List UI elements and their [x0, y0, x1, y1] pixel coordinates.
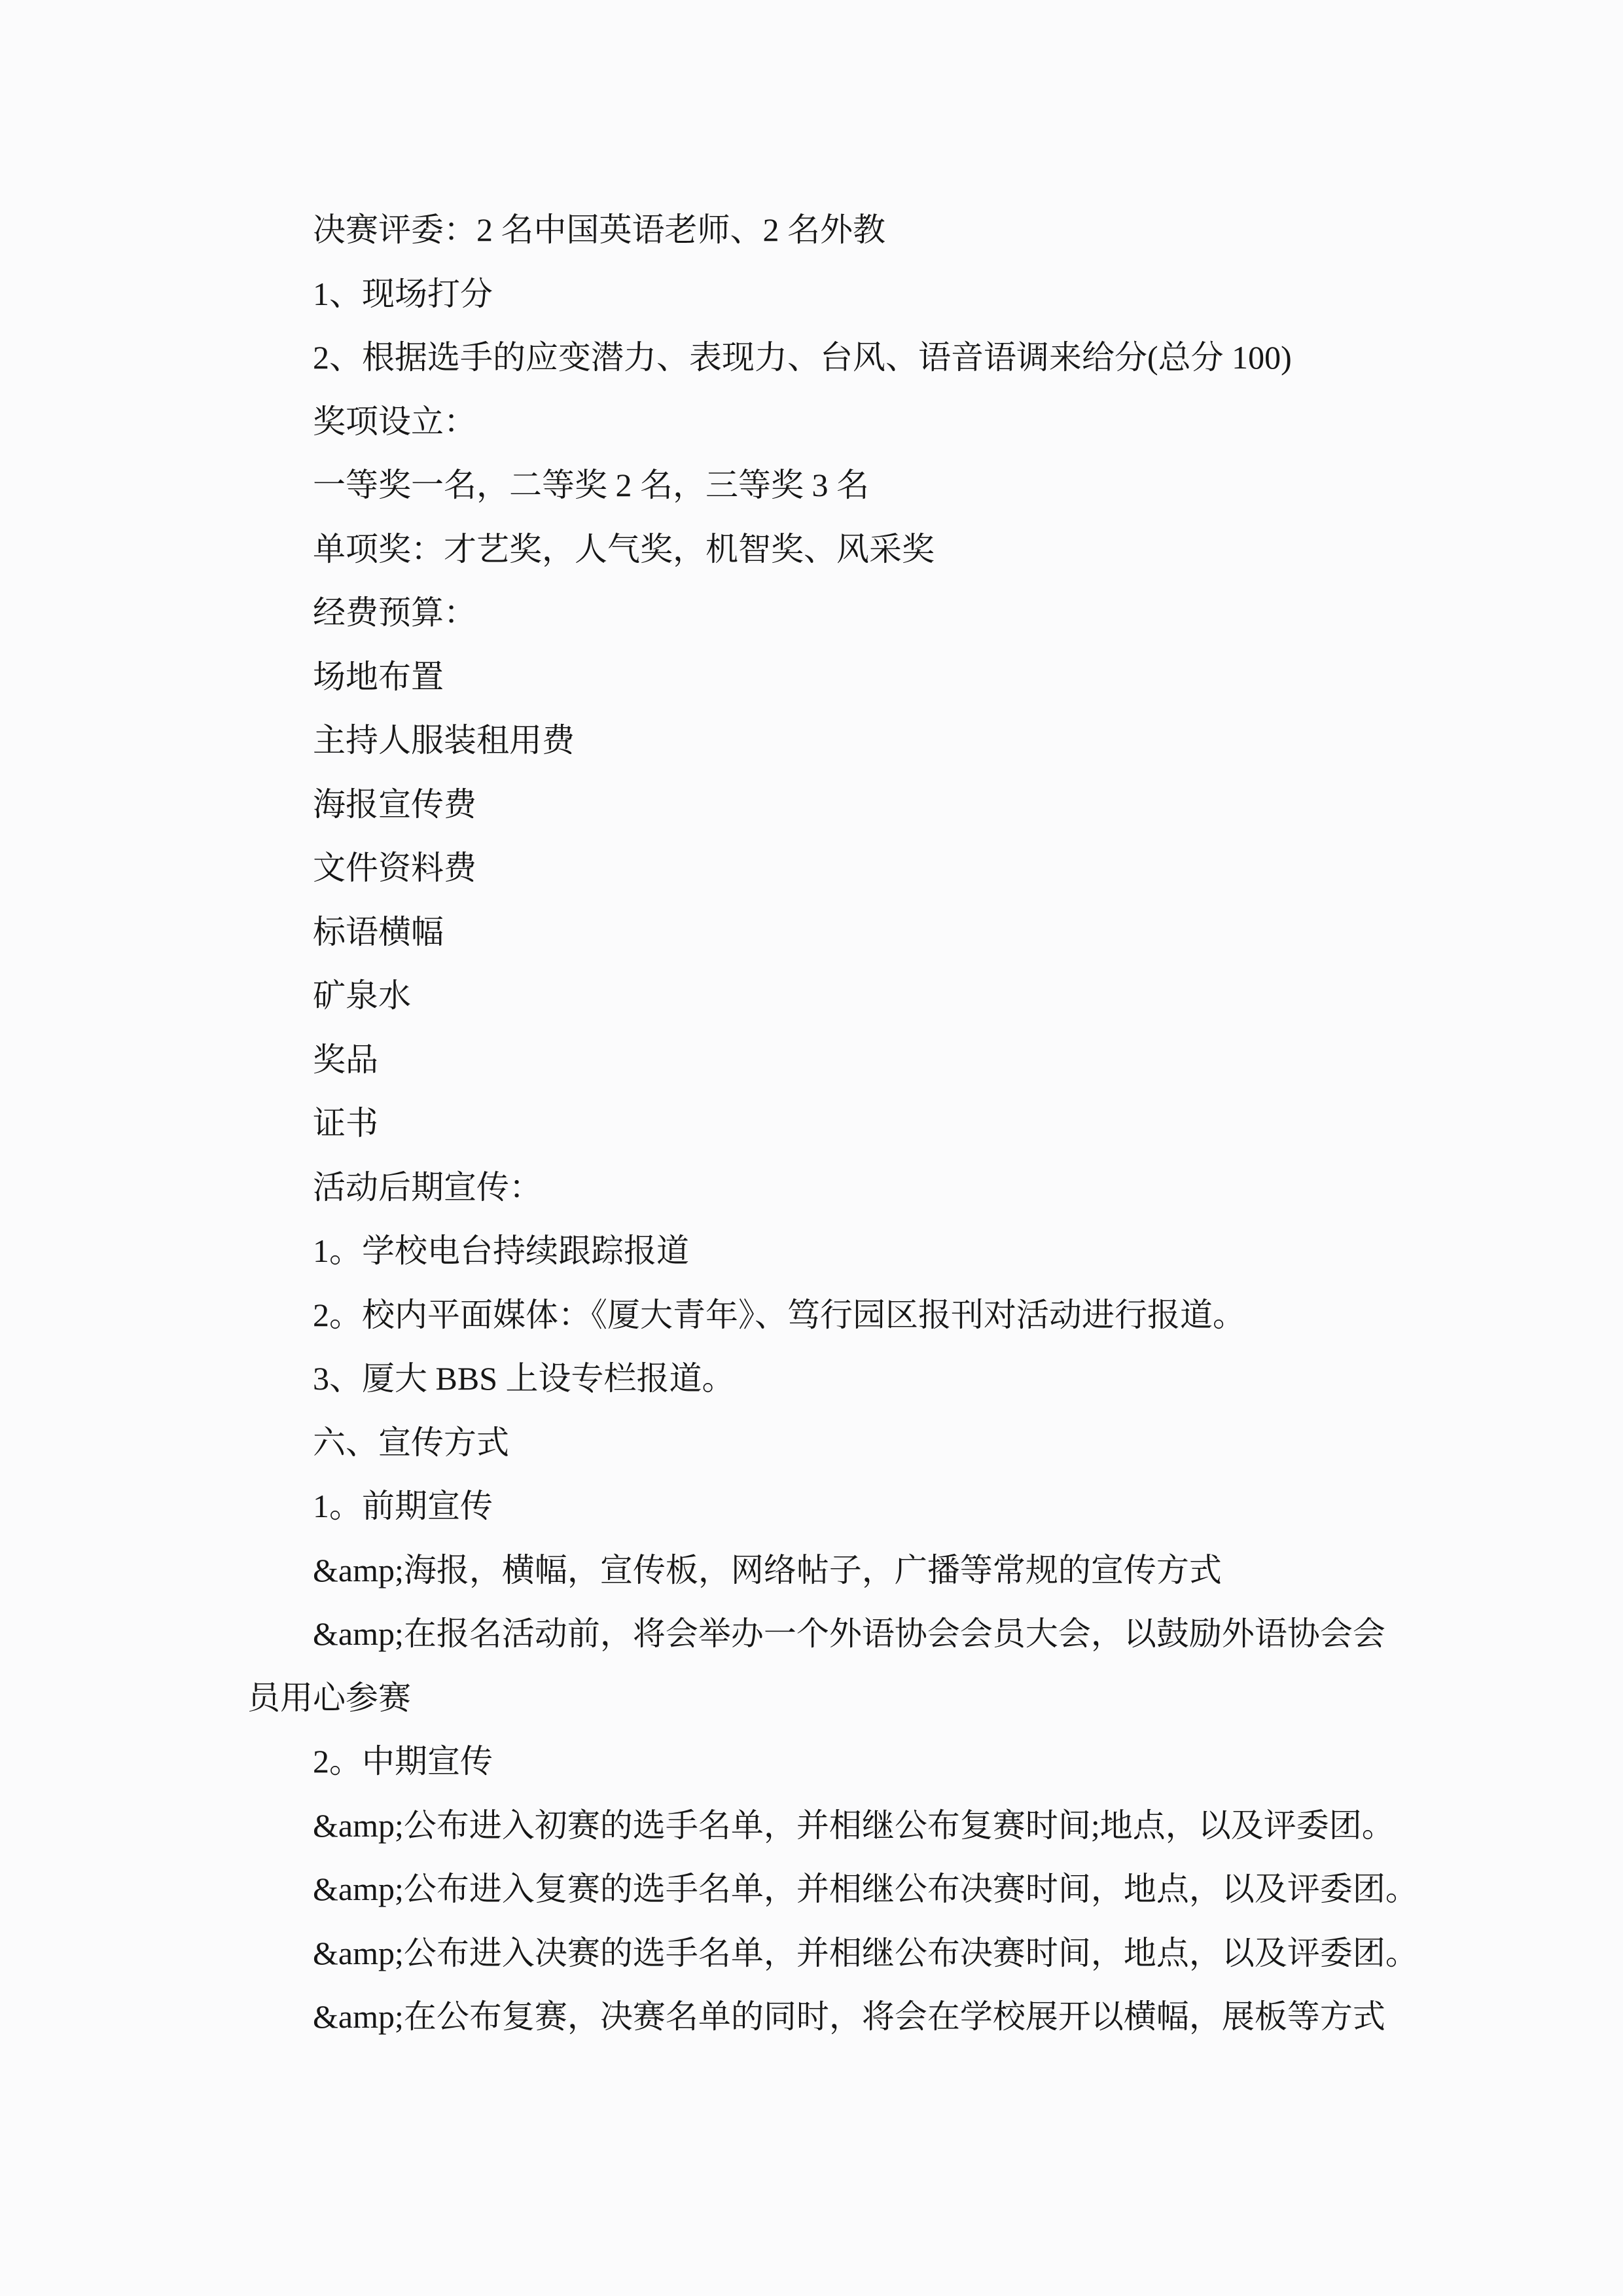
doc-line: &amp;公布进入决赛的选手名单，并相继公布决赛时间，地点，以及评委团。 — [313, 1934, 1418, 1971]
doc-line: 2。校内平面媒体：《厦大青年》、笃行园区报刊对活动进行报道。 — [313, 1296, 1245, 1333]
doc-line: 1。前期宣传 — [313, 1488, 493, 1524]
doc-line: &amp;在公布复赛，决赛名单的同时，将会在学校展开以横幅，展板等方式 — [313, 1998, 1385, 2035]
doc-line: 标语横幅 — [313, 913, 444, 950]
doc-line: 1、现场打分 — [313, 275, 493, 312]
doc-line: &amp;海报，横幅，宣传板，网络帖子，广播等常规的宣传方式 — [313, 1551, 1222, 1588]
doc-line: 场地布置 — [313, 658, 444, 695]
doc-line-wrapped: 员用心参赛 — [247, 1679, 411, 1716]
doc-line: 1。学校电台持续跟踪报道 — [313, 1232, 689, 1269]
doc-line: 2。中期宣传 — [313, 1743, 493, 1780]
doc-line: 一等奖一名，二等奖 2 名，三等奖 3 名 — [313, 467, 869, 503]
doc-line: &amp;公布进入复赛的选手名单，并相继公布决赛时间，地点，以及评委团。 — [313, 1871, 1418, 1907]
doc-line: 活动后期宣传： — [313, 1168, 542, 1206]
doc-line: 海报宣传费 — [313, 785, 476, 823]
doc-line: 证书 — [313, 1105, 378, 1141]
doc-line: 文件资料费 — [313, 850, 476, 886]
section-heading: 六、宣传方式 — [313, 1424, 509, 1461]
doc-line: 奖品 — [313, 1041, 378, 1078]
doc-line: &amp;公布进入初赛的选手名单，并相继公布复赛时间;地点，以及评委团。 — [313, 1806, 1395, 1844]
doc-line: 3、厦大 BBS 上设专栏报道。 — [313, 1360, 735, 1397]
doc-line: 决赛评委：2 名中国英语老师、2 名外教 — [313, 211, 885, 248]
doc-line: 奖项设立： — [313, 403, 476, 440]
doc-line: 单项奖：才艺奖，人气奖，机智奖、风采奖 — [313, 530, 935, 567]
doc-line: 2、根据选手的应变潜力、表现力、台风、语音语调来给分(总分 100) — [313, 339, 1292, 376]
document-body — [247, 198, 1418, 2049]
doc-line: 经费预算： — [313, 594, 476, 631]
doc-line: &amp;在报名活动前，将会举办一个外语协会会员大会，以鼓励外语协会会 — [313, 1615, 1385, 1652]
doc-line: 主持人服装租用费 — [313, 722, 575, 759]
doc-line: 矿泉水 — [313, 977, 411, 1014]
